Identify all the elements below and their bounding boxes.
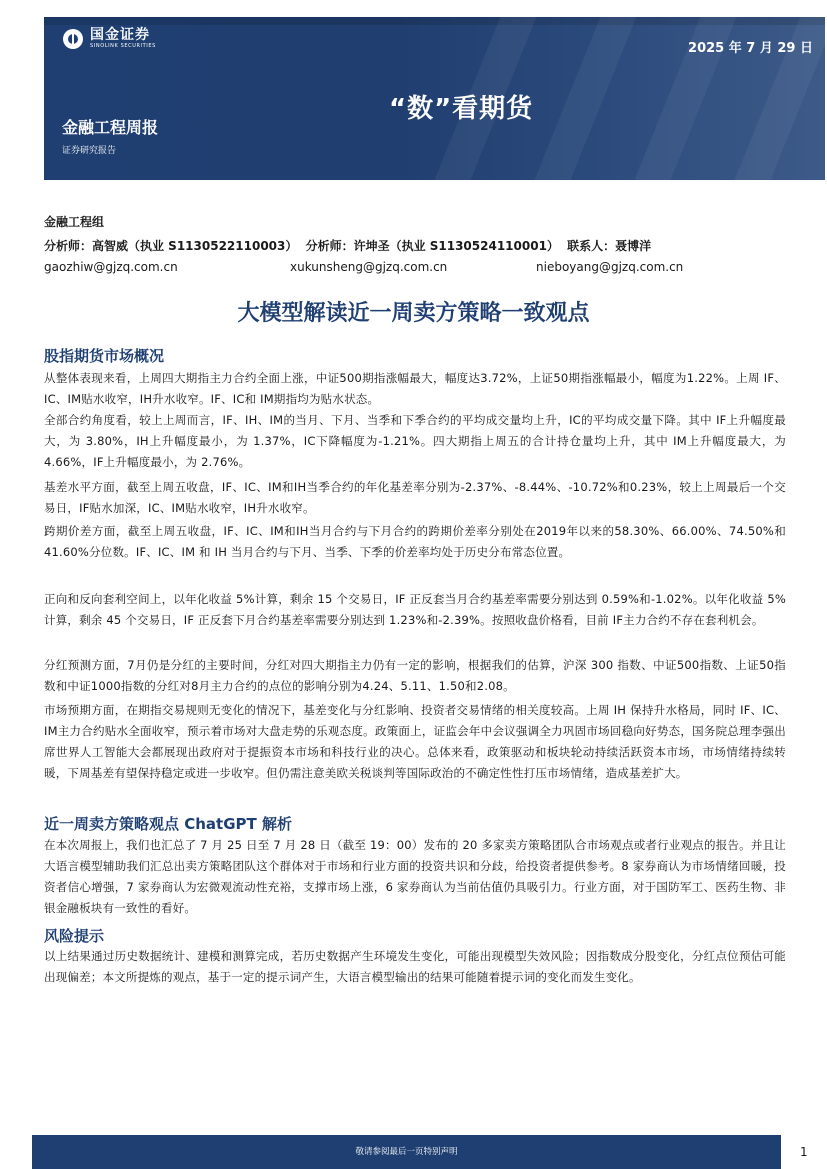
company-logo (62, 28, 156, 50)
report-date: 2025 年 7 月 29 日 (688, 41, 813, 56)
paragraph: 基差水平方面，截至上周五收盘，IF、IC、IM和IH当季合约的年化基差率分别为-2.37%、-8.44%、-10.72%和0.23%，较上上周最后一个交易日，IF贴水加深，IC、IM贴水收窄，IH升水收窄。 (44, 480, 786, 515)
report-title: 大模型解读近一周卖方策略一致观点 (237, 301, 590, 326)
section-heading-chatgpt: 近一周卖方策略观点 ChatGPT 解析 (44, 815, 292, 833)
logo-mark-icon (62, 28, 84, 50)
paragraph: 跨期价差方面，截至上周五收盘，IF、IC、IM和IH当月合约与下月合约的跨期价差率分别处在2019年以来的58.30%、66.00%、74.50%和 41.60%分位数。IF、IC、IM 和 IH 当月合约与下月、当季、下季的价差率均处于历史分布常态位置。 (44, 524, 786, 559)
section-heading-risk: 风险提示 (44, 927, 105, 945)
page-number: 1 (800, 1145, 808, 1159)
email-analyst-2[interactable]: xukunsheng@gjzq.com.cn (290, 260, 448, 274)
banner-title: “数”看期货 (389, 94, 534, 124)
paragraph: 以上结果通过历史数据统计、建模和测算完成，若历史数据产生环境发生变化，可能出现模型失效风险；因指数成分股变化，分红点位预估可能出现偏差；本文所提炼的观点，基于一定的提示词产生，大语言模型输出的结果可能随着提示词的变化而发生变化。 (44, 949, 786, 984)
email-contact[interactable]: nieboyang@gjzq.com.cn (536, 260, 684, 274)
analyst-row (44, 237, 655, 254)
paragraph: 在本次周报上，我们也汇总了 7 月 25 日至 7 月 28 日（截至 19：00）发布的 20 多家卖方策略团队合市场观点或者行业观点的报告。并且让大语言模型辅助我们汇总出卖方策略团队这个群体对于市场和行业方面的投资共识和分歧，给投资者提供参考。8 家券商认为市场情绪回暖，投资者信心增强，7 家券商认为宏微观流动性充裕，支撑市场上涨，6 家券商认为当前估值仍具吸引力。行业方面，对于国防军工、医药生物、非银金融板块有一致性的看好。 (44, 838, 786, 915)
paragraph: 市场预期方面，在期指交易规则无变化的情况下，基差变化与分红影响、投资者交易情绪的相关度较高。上周 IH 保持升水格局，同时 IF、IC、IM主力合约贴水全面收窄，预示着市场对大盘走势的乐观态度。政策面上，证监会年中会议强调全力巩固市场回稳向好势态，国务院总理李强出席世界人工智能大会都展现出政府对于提振资本市场和科技行业的决心。总体来看，政策驱动和板块轮动持续活跃资本市场，市场情绪持续转暖，下周基差有望保持稳定或进一步收窄。但仍需注意美欧关税谈判等国际政治的不确定性性打压市场情绪，造成基差扩大。 (44, 703, 786, 780)
contact-person: 联系人：聂博洋 (567, 239, 652, 253)
logo-name-en: SINOLINK SECURITIES (90, 43, 156, 49)
report-banner (44, 17, 825, 180)
paragraph: 正向和反向套利空间上，以年化收益 5%计算，剩余 15 个交易日，IF 正反套当月合约基差率需要分别达到 0.59%和-1.02%。以年化收益 5%计算，剩余 45 个交易日，IF 正反套下月合约基差率需要分别达到 1.23%和-2.39%。按照收盘价格看，目前 IF主力合约不存在套利机会。 (44, 592, 786, 627)
paragraph: 全部合约角度看，较上上周而言，IF、IH、IM的当月、下月、当季和下季合约的平均成交量均上升，IC的平均成交量下降。其中 IF上升幅度最大，为 3.80%，IH上升幅度最小，为 1.37%，IC下降幅度为-1.21%。四大期指上周五的合计持仓量均上升，其中 IM上升幅度最大，为 4.66%，IF上升幅度最小，为 2.76%。 (44, 413, 786, 469)
report-series: 金融工程周报 (62, 118, 159, 137)
paragraph: 从整体表现来看，上周四大期指主力合约全面上涨，中证500期指涨幅最大，幅度达3.72%，上证50期指涨幅最小，幅度为1.22%。上周 IF、IC、IM贴水收窄，IH升水收窄。IF、IC和 IM期指均为贴水状态。 (44, 371, 786, 406)
logo-text (90, 28, 156, 50)
logo-name-cn: 国金证券 (90, 27, 150, 43)
analyst-1: 分析师：高智威（执业 S1130522110003） (44, 239, 298, 253)
section-heading-market: 股指期货市场概况 (44, 347, 165, 365)
team-name: 金融工程组 (44, 215, 105, 229)
email-analyst-1[interactable]: gaozhiw@gjzq.com.cn (44, 260, 178, 274)
report-type: 证券研究报告 (62, 146, 117, 156)
analyst-2: 分析师：许坤圣（执业 S1130524110001） (305, 239, 559, 253)
banner-stripe (528, 17, 637, 180)
footer-disclaimer: 敬请参阅最后一页特别声明 (32, 1135, 781, 1169)
paragraph: 分红预测方面，7月仍是分红的主要时间，分红对四大期指主力仍有一定的影响，根据我们的估算，沪深 300 指数、中证500指数、上证50指数和中证1000指数的分红对8月主力合约的点位的影响分别为4.24、5.11、1.50和2.08。 (44, 658, 786, 693)
